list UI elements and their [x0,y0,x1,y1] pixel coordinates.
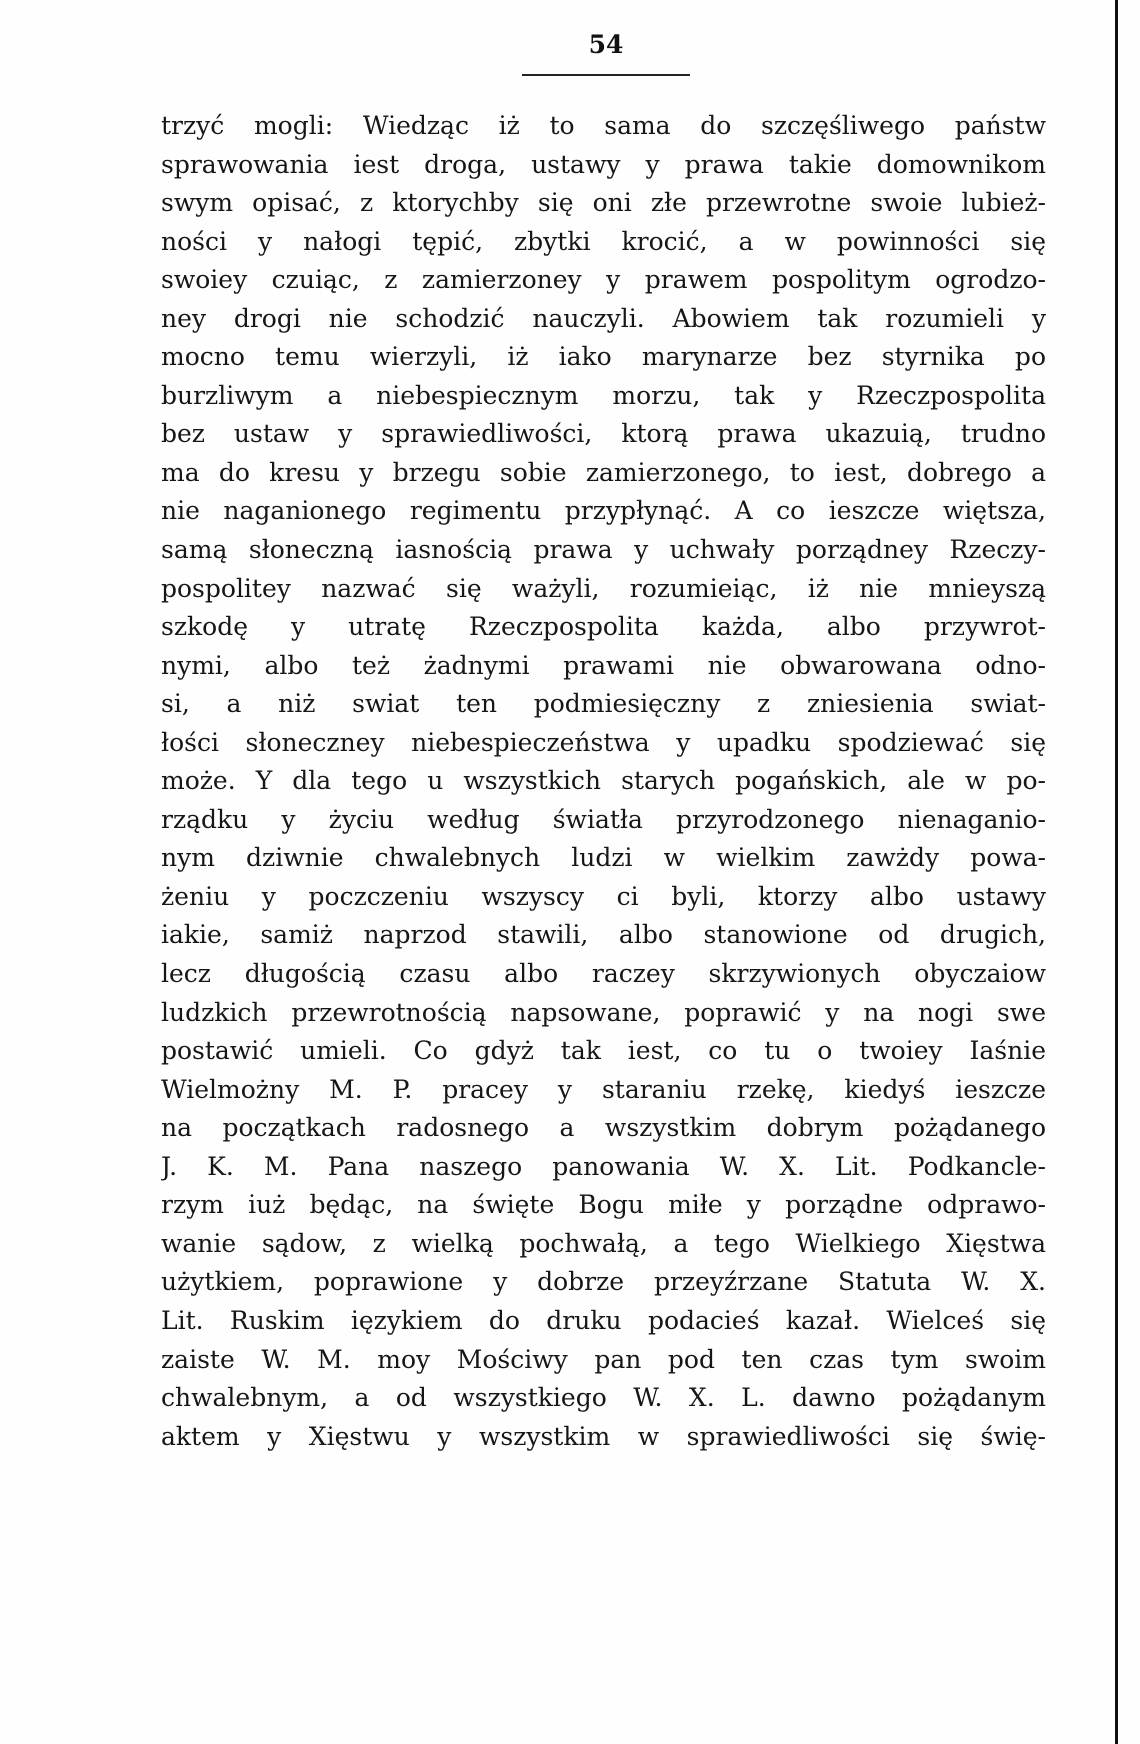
text-line: ma do kresu y brzegu sobie zamierzonego, to iest, dobrego a [161,457,1046,487]
text-line: nie naganionego regimentu przypłynąć. A co ieszcze więtsza, [161,496,1046,526]
text-line: bez ustaw y sprawiedliwości, ktorą prawa ukazuią, trudno [161,419,1046,449]
text-line: żeniu y poczczeniu wszyscy ci byli, ktorzy albo ustawy [161,881,1046,911]
text-line: nym dziwnie chwalebnych ludzi w wielkim zawżdy powa- [161,843,1046,873]
header-rule [522,74,690,76]
text-line: samą słoneczną iasnością prawa y uchwały porządney Rzeczy- [161,535,1046,565]
text-line: burzliwym a niebespiecznym morzu, tak y Rzeczpospolita [161,380,1046,410]
text-line: szkodę y utratę Rzeczpospolita każda, albo przywrot- [161,612,1046,642]
text-line: swym opisać, z ktorychby się oni złe przewrotne swoie lubież- [161,188,1046,218]
text-line: na początkach radosnego a wszystkim dobrym pożądanego [161,1113,1046,1143]
text-line: ności y nałogi tępić, zbytki krocić, a w powinności się [161,226,1046,256]
text-line: sprawowania iest droga, ustawy y prawa takie domownikom [161,149,1046,179]
body-text [161,107,1046,1456]
text-line: łości słoneczney niebespieczeństwa y upadku spodziewać się [161,727,1046,757]
text-line: Wielmożny M. P. pracey y staraniu rzekę, kiedyś ieszcze [161,1074,1046,1104]
text-line: swoiey czuiąc, z zamierzoney y prawem pospolitym ogrodzo- [161,265,1046,295]
text-line: iakie, samiż naprzod stawili, albo stanowione od drugich, [161,920,1046,950]
text-line: aktem y Xięstwu y wszystkim w sprawiedliwości się świę- [161,1421,1046,1451]
text-line: postawić umieli. Co gdyż tak iest, co tu o twoiey Iaśnie [161,1036,1046,1066]
text-line: może. Y dla tego u wszystkich starych pogańskich, ale w po- [161,766,1046,796]
text-line: rzym iuż będąc, na święte Bogu miłe y porządne odprawo- [161,1190,1046,1220]
text-line: mocno temu wierzyli, iż iako marynarze bez styrnika po [161,342,1046,372]
text-line: ludzkich przewrotnością napsowane, poprawić y na nogi swe [161,997,1046,1027]
text-line: pospolitey nazwać się ważyli, rozumieiąc, iż nie mnieyszą [161,573,1046,603]
page-edge-rule [1115,0,1118,1744]
text-line: J. K. M. Pana naszego panowania W. X. Lit. Podkancle- [161,1151,1046,1181]
text-line: Lit. Ruskim ięzykiem do druku podacieś kazał. Wielceś się [161,1305,1046,1335]
page-number: 54 [588,30,624,59]
text-line: nymi, albo też żadnymi prawami nie obwarowana odno- [161,650,1046,680]
text-line: chwalebnym, a od wszystkiego W. X. L. dawno pożądanym [161,1383,1046,1413]
text-line: ney drogi nie schodzić nauczyli. Abowiem tak rozumieli y [161,303,1046,333]
text-line: si, a niż swiat ten podmiesięczny z zniesienia swiat- [161,689,1046,719]
text-line: wanie sądow, z wielką pochwałą, a tego Wielkiego Xięstwa [161,1228,1046,1258]
text-line: trzyć mogli: Wiedząc iż to sama do szczęśliwego państw [161,111,1046,140]
text-line: użytkiem, poprawione y dobrze przeyźrzane Statuta W. X. [161,1267,1046,1297]
text-line: rządku y życiu według światła przyrodzonego nienaganio- [161,804,1046,834]
text-line: lecz długością czasu albo raczey skrzywionych obyczaiow [161,959,1046,989]
text-line: zaiste W. M. moy Mościwy pan pod ten czas tym swoim [161,1344,1046,1374]
